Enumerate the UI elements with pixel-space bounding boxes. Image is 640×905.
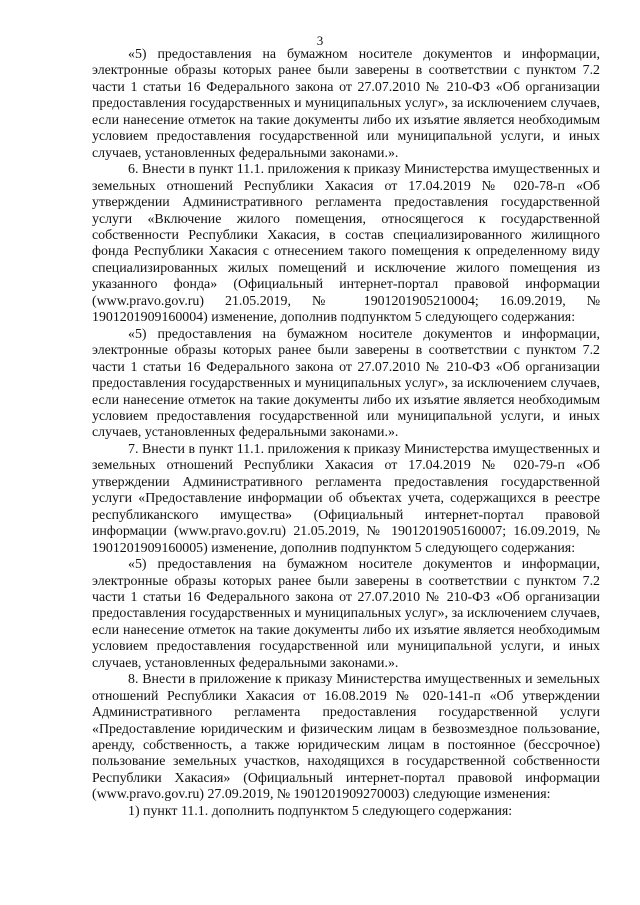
paragraph-quote-subpoint-5: «5) предоставления на бумажном носителе документов и информации, электронные образы которых ранее были заверены в соответствии с пунктом 7.2 части 1 статьи 16 Федерального закона от 27.07.2010 № 210-ФЗ «Об организации предоставления государственных и муниципальных услуг», за исключением случаев, если нанесение отметок на такие документы либо их изъятие является необходимым условием предоставления государственной или муниципальной услуги, и иных случаев, установленных федеральными законами.». xyxy=(92,47,600,161)
page-number: 3 xyxy=(316,33,324,48)
paragraph-item-7: 7. Внести в пункт 11.1. приложения к приказу Министерства имущественных и земельных отношений Республики Хакасия от 17.04.2019 № 020-79-п «Об утверждении Административного регламента предоставления государственной услуги «Предоставление информации об объектах учета, содержащихся в реестре республиканского имущества» (Официальный интернет-портал правовой информации (www.pravo.gov.ru) 21.05.2019, № 1901201905160007; 16.09.2019, № 1901201909160005) изменение, дополнив подпунктом 5 следующего содержания: xyxy=(92,441,600,556)
paragraph-quote-subpoint-5: «5) предоставления на бумажном носителе документов и информации, электронные образы которых ранее были заверены в соответствии с пунктом 7.2 части 1 статьи 16 Федерального закона от 27.07.2010 № 210-ФЗ «Об организации предоставления государственных и муниципальных услуг», за исключением случаев, если нанесение отметок на такие документы либо их изъятие является необходимым условием предоставления государственной или муниципальной услуги, и иных случаев, установленных федеральными законами.». xyxy=(92,326,600,441)
paragraph-item-6: 6. Внести в пункт 11.1. приложения к приказу Министерства имущественных и земельных отношений Республики Хакасия от 17.04.2019 № 020-78-п «Об утверждении Административного регламента предоставления государственной услуги «Включение жилого помещения, относящегося к государственной собственности Республики Хакасия, в состав специализированного жилищного фонда Республики Хакасия с отнесением такого помещения к определенному виду специализированных жилых помещений и исключение жилого помещения из указанного фонда» (Официальный интернет-портал правовой информации (www.pravo.gov.ru) 21.05.2019, № 1901201905210004; 16.09.2019, № 1901201909160004) изменение, дополнив подпунктом 5 следующего содержания: xyxy=(92,162,600,326)
paragraph-subitem-1: 1) пункт 11.1. дополнить подпунктом 5 следующего содержания: xyxy=(128,803,513,819)
document-body xyxy=(92,47,600,820)
paragraph-item-8: 8. Внести в приложение к приказу Министерства имущественных и земельных отношений Республики Хакасия от 16.08.2019 № 020-141-п «Об утверждении Административного регламента предоставления государственной услуги «Предоставление юридическим и физическим лицам в безвозмездное пользование, аренду, собственность, а также юридическим лицам в постоянное (бессрочное) пользование земельных участков, находящихся в государственной собственности Республики Хакасия» (Официальный интернет-портал правовой информации (www.pravo.gov.ru) 27.09.2019, № 1901201909270003) следующие изменения: xyxy=(92,672,600,803)
paragraph-quote-subpoint-5: «5) предоставления на бумажном носителе документов и информации, электронные образы которых ранее были заверены в соответствии с пунктом 7.2 части 1 статьи 16 Федерального закона от 27.07.2010 № 210-ФЗ «Об организации предоставления государственных и муниципальных услуг», за исключением случаев, если нанесение отметок на такие документы либо их изъятие является необходимым условием предоставления государственной или муниципальной услуги, и иных случаев, установленных федеральными законами.». xyxy=(92,557,600,671)
